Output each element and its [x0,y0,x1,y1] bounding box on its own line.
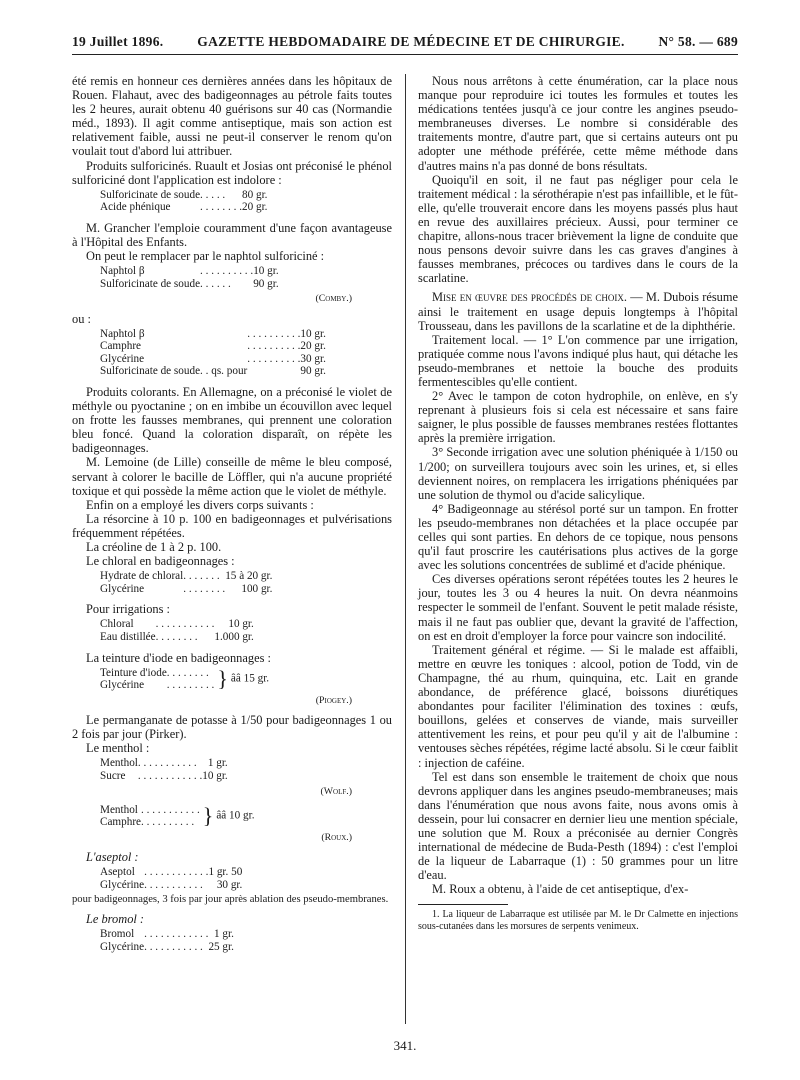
quantity: ââ 10 gr. [216,809,255,822]
paragraph: La résorcine à 10 p. 100 en badigeonnages et pulvérisations fréquemment répétées. [72,511,392,540]
header-issue: N° 58. — 689 [658,34,738,49]
recipe-1: Sulforicinate de soude . . . . . 80 gr. Acide phénique . . . . . . . . 20 gr. [100,188,268,214]
quantity: 20 gr. [300,340,326,353]
running-header [72,34,738,55]
quantity: 1.000 gr. [214,631,254,644]
paragraph: La créoline de 1 à 2 p. 100. [86,540,222,554]
paragraph: 3° Seconde irrigation avec une solution phéniquée à 1/150 ou 1/200; on surveillera toujours avec soin les urines, et, si elles deviennent noires, on remplacera les irrigations phéniquées par une solution de thymol ou d'acide salicylique. [418,445,738,502]
header-date: 19 Juillet 1896. [72,34,164,49]
paragraph: Nous nous arrêtons à cette énumération, car la place nous manque pour reproduire ici toutes les formules et toutes les médications tentées jusqu'à ce jour contre les angines pseudo-membraneuses diverses. Le nombre si considérable des traitements montre, d'autre part, que si certains auteurs ont pu adopter une méthode préférée, cette même méthode dans d'autres mains n'a pas donné de bons résultats. [418,74,738,173]
ingredient: Glycérine [100,679,145,692]
paragraph: ou : [72,311,91,326]
ingredient: Bromol [100,928,135,941]
ingredient: Chloral [100,618,134,631]
quantity: 90 gr. [253,277,279,290]
quantity: 20 gr. [242,201,268,214]
section-text: — M. Dubois résume ainsi le traitement en usage depuis longtemps à l'hôpital Trousseau, dans les pavillons de la scarlatine et de la diphthérie. [418,290,738,333]
recipe-3: Naphtol β . . . . . . . . . . 10 gr. Camphre . . . . . . . . . . 20 gr. Glycérine . . . . . . . . . . 30 gr. Sulforicinate de soude. . qs. pour 90 gr. [100,327,326,378]
paragraph: Le bromol : [86,912,145,927]
recipe-7: Menthol . . . . . . . . . . . 1 gr. Sucre . . . . . . . . . . . . 10 gr. [100,757,228,782]
recipe-2: Naphtol β . . . . . . . . . . 10 gr. Sulforicinate de soude . . . . . . 90 gr. [100,265,279,290]
recipe-10: Bromol . . . . . . . . . . . . 1 gr. Glycérine . . . . . . . . . . . 25 gr. [100,928,234,953]
columns [72,74,738,1024]
quantity: 1 gr. [207,757,228,770]
paragraph: Produits sulforicinés. Ruault et Josias ont préconisé le phénol sulforiciné dont l'application est indolore : [72,158,392,187]
quantity: 1 gr. [214,928,234,941]
quantity: 25 gr. [208,940,234,953]
header-journal: GAZETTE HEBDOMADAIRE DE MÉDECINE ET DE CHIRURGIE. [197,34,625,49]
ingredient: Naphtol β [100,327,145,340]
recipe-5: Chloral . . . . . . . . . . . 10 gr. Eau distillée . . . . . . . . 1.000 gr. [100,618,254,644]
recipe-8: Menthol . . . . . . . . . . . } ââ 10 gr. Camphre . . . . . . . . . . [100,803,255,829]
paragraph: Produits colorants. En Allemagne, on a préconisé le violet de méthyle ou pyoctanine ; on en imbibe un écouvillon avec lequel on frotte les fausses membranes, qui prennent une coloration bleu foncé. Quand la coloration disparaît, on répète les badigeonnages. [72,384,392,456]
attribution: (Comby.) [315,293,352,305]
paragraph: été remis en honneur ces dernières années dans les hôpitaux de Rouen. Flahaut, avec des badigeonnages au pétrole faits toutes les 2 heures, aurait obtenu 40 guérisons sur 40 cas (Normandie méd., 1893). Il agit comme antiseptique, mais son action est relativement faible, aussi ne peut-il conserver le renom qu'on voulait tout d'abord lui attribuer. [72,74,392,159]
quantity: 1 gr. 50 [208,865,243,878]
right-column [418,74,738,1024]
paragraph: 2° Avec le tampon de coton hydrophile, on enlève, en s'y reprenant à plusieurs fois si cela est nécessaire et sans faire saigner, le plus possible de fausses membranes restées flottantes après la première irrigation. [418,389,738,446]
paragraph: M. Grancher l'emploie couramment d'une façon avantageuse à l'Hôpital des Enfants. [72,220,392,250]
paragraph: M. Roux a obtenu, à l'aide de cet antiseptique, d'ex- [432,882,689,897]
footnote-rule [418,904,508,905]
ingredient: Sulforicinate de soude. . qs. pour [100,365,248,378]
ingredient: Glycérine [100,352,145,365]
paragraph: Le chloral en badigeonnages : [86,554,235,569]
quantity: 30 gr. [216,878,243,891]
paragraph: Traitement général et régime. — Si le malade est affaibli, mettre en œuvre les toniques : alcool, potion de Todd, vin de Champagne, thé au rhum, quinquina, etc. Lait en grande abondance, de préférence glacé, boissons diurétiques abondantes pour faciliter l'élimination des toxines : œufs, bouillons, gelées et conserves de viande, mais surveiller attentivement les reins, et pour peu qu'il y ait de l'albumine : ventouses sèches répétées, régime lacté absolu. Si le cœur faiblit : injection de caféine. [418,642,738,770]
ingredient: Sulforicinate de soude [100,277,201,290]
page [72,34,738,1064]
paragraph: Le permanganate de potasse à 1/50 pour badigeonnages 1 ou 2 fois par jour (Pirker). [72,713,392,742]
quantity: 10 gr. [228,618,254,631]
ingredient: Menthol [100,803,138,816]
ingredient: Sulforicinate de soude [100,188,201,201]
ingredient: Sucre [100,769,126,782]
attribution: (Piogey.) [315,694,352,706]
ingredient: Camphre [100,816,142,829]
quantity: 10 gr. [253,265,279,278]
quantity: 10 gr. [202,769,228,782]
ingredient: Menthol [100,757,138,770]
section-heading: Mise en œuvre des procédés de choix. [432,290,627,305]
page-number: 341. [393,1038,417,1053]
paragraph: Tel est dans son ensemble le traitement de choix que nous devrons appliquer dans les angines pseudo-membraneuses; mais dans l'énumération que nous avons faite, nous avons omis à dessein, pour lui consacrer en dernier lieu une mention spéciale, une solution que M. Roux a préconisée au dernier Congrès international de médecine de Buda-Pesth (1894) : c'est l'emploi de la liqueur de Labarraque (1) : 50 grammes pour un litre d'eau. [418,769,738,883]
left-column [72,74,392,1024]
section-paragraph [418,290,738,332]
recipe-9: Aseptol . . . . . . . . . . . . 1 gr. 50 Glycérine . . . . . . . . . . . 30 gr. [100,865,243,891]
column-rule [405,74,406,1024]
ingredient: Naphtol β [100,265,145,278]
ingredient: Aseptol [100,865,135,878]
paragraph: M. Lemoine (de Lille) conseille de même le bleu composé, servant à colorer le bacille de Löffler, qui n'a aucune propriété toxique et qui possède la même action que le violet de méthyle. [72,455,392,498]
ingredient: Glycérine [100,878,145,891]
paragraph: Le menthol : [86,741,150,756]
quantity: 15 à 20 gr. [225,570,273,583]
paragraph: L'aseptol : [86,849,139,864]
quantity: ââ 15 gr. [230,672,270,685]
paragraph: Traitement local. — 1° L'on commence par une irrigation, pratiquée comme nous l'avons indiqué plus haut, qui détache les pseudo-membranes et nettoie la bouche des produits fermentescibles qu'elle contient. [418,332,738,389]
recipe-6: Teinture d'iode . . . . . . . . } ââ 15 gr. Glycérine . . . . . . . . . [100,666,270,692]
quantity: 10 gr. [300,327,326,340]
paragraph: Quoiqu'il en soit, il ne faut pas négliger pour cela le traitement médical : la sérothérapie n'est pas infaillible, et le fût-elle, qu'elle trouverait encore dans les moyens passés plus haut en revue des auxillaires précieux. Aussi, pour terminer ce chapitre, allons-nous tracer brièvement la ligne de conduite que nous pensons devoir suivre dans les cas graves d'angines à fausses membranes, précoces ou tardives dans le cours de la scarlatine. [418,172,738,286]
attribution: (Roux.) [321,831,352,843]
paragraph: La teinture d'iode en badigeonnages : [86,650,271,665]
recipe-4: Hydrate de chloral . . . . . . . 15 à 20 gr. Glycérine . . . . . . . . 100 gr. [100,570,273,595]
ingredient: Teinture d'iode [100,666,167,679]
paragraph: pour badigeonnages, 3 fois par jour après ablation des pseudo-membranes. [72,894,389,906]
footnote: 1. La liqueur de Labarraque est utilisée par M. le Dr Calmette en injections sous-cutanées dans les morsures de serpents venimeux. [418,909,738,933]
paragraph: 4° Badigeonnage au stérésol porté sur un tampon. En frotter les pseudo-membranes non détachées et la place occupée par celles qui sont parties. En dehors de ce topique, nous pensons qu'il faut proscrire les cautérisations plus actives de la gorge avec les solutions concentrées de sublimé et d'acide phénique. [418,501,738,573]
attribution: (Wolf.) [320,785,352,797]
paragraph: Ces diverses opérations seront répétées toutes les 2 heures le jour, toutes les 3 ou 4 heures la nuit. On devra néanmoins respecter le sommeil de l'enfant. Souvent le petit malade résiste, mais il ne faut pas oublier que, devant la gravité de l'affection, on est en droit d'employer la force pour vaincre son indocilité. [418,572,738,643]
ingredient: Acide phénique [100,201,171,214]
ingredient: Hydrate de chloral [100,570,184,583]
quantity: 100 gr. [241,582,273,595]
paragraph: On peut le remplacer par le naphtol sulforiciné : [86,249,325,264]
ingredient: Camphre [100,340,142,353]
ingredient: Glycérine [100,582,145,595]
ingredient: Glycérine [100,940,145,953]
paragraph: Pour irrigations : [86,602,170,617]
paragraph: Enfin on a employé les divers corps suivants : [86,497,314,512]
quantity: 30 gr. [300,352,326,365]
quantity: 80 gr. [242,188,268,201]
ingredient: Eau distillée [100,631,156,644]
quantity: 90 gr. [300,365,326,378]
